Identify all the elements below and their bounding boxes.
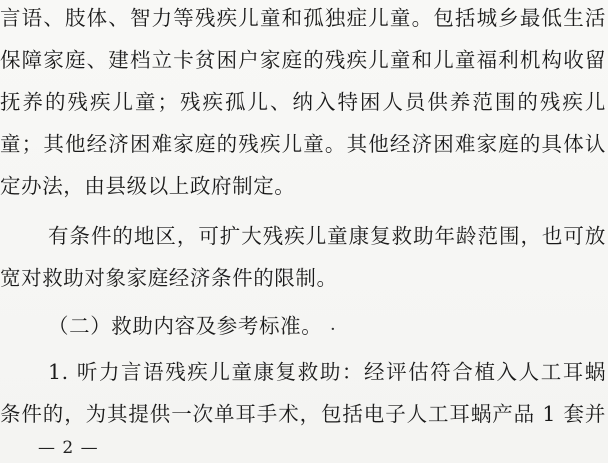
paragraph-line-4: 童；其他经济困难家庭的残疾儿童。其他经济困难家庭的具体认 [0,132,606,156]
paragraph-line-1: 言语、肢体、智力等残疾儿童和孤独症儿童。包括城乡最低生活 [0,6,606,30]
paragraph-line-5: 定办法，由县级以上政府制定。 [0,174,296,198]
item-1-line-1: 1. 听力言语残疾儿童康复救助：经评估符合植入人工耳蜗 [48,360,606,384]
stray-mark: · [330,319,336,340]
paragraph-2-line-1: 有条件的地区，可扩大残疾儿童康复救助年龄范围，也可放 [48,224,606,248]
section-heading: （二）救助内容及参考标准。 [48,314,323,338]
paragraph-line-3: 抚养的残疾儿童；残疾孤儿、纳入特困人员供养范围的残疾儿 [0,90,606,114]
paragraph-line-2: 保障家庭、建档立卡贫困户家庭的残疾儿童和儿童福利机构收留 [0,48,606,72]
item-1-line-2: 条件的，为其提供一次单耳手术，包括电子人工耳蜗产品 1 套并 [0,402,606,426]
paragraph-2-line-2: 宽对救助对象家庭经济条件的限制。 [0,266,338,290]
page-number: — 2 — [38,438,99,458]
